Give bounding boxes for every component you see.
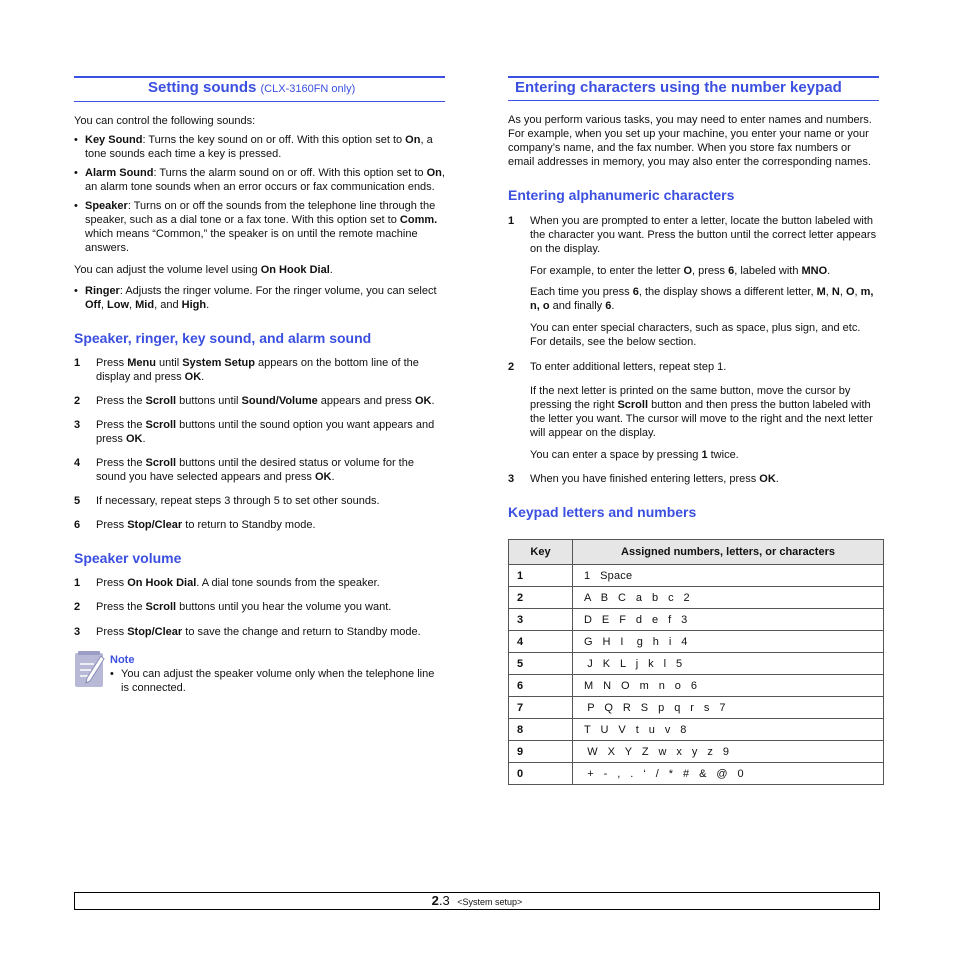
chars-cell: T U V t u v 8	[573, 719, 884, 741]
list-item: • Key Sound: Turns the key sound on or off. With this option set to On, a tone sounds each time a key is pressed.	[74, 133, 445, 161]
key-cell: 2	[509, 587, 573, 609]
key-cell: 1	[509, 565, 573, 587]
column-header-assigned: Assigned numbers, letters, or characters	[573, 540, 884, 565]
model-note: (CLX-3160FN only)	[260, 83, 356, 95]
sound-options-list	[74, 133, 445, 255]
table-row	[509, 587, 884, 609]
table-row	[509, 741, 884, 763]
key-cell: 8	[509, 719, 573, 741]
step-item: 2 Press the Scroll buttons until you hear the volume you want.	[74, 601, 392, 613]
table-row	[509, 653, 884, 675]
step-detail: For example, to enter the letter O, press 6, labeled with MNO.	[530, 265, 831, 277]
column-header-key: Key	[509, 540, 573, 565]
key-cell: 0	[509, 763, 573, 785]
sounds-intro: You can control the following sounds:	[74, 115, 256, 127]
step-detail: You can enter a space by pressing 1 twice.	[530, 449, 739, 461]
step-detail: If the next letter is printed on the same button, move the cursor by pressing the right Scroll button and then press the button labeled with the letter you want. The cursor will move to the right and the next letter will appear on the display.	[530, 385, 873, 439]
table-row	[509, 565, 884, 587]
chars-cell: P Q R S p q r s 7	[573, 697, 884, 719]
steps-speaker-volume	[74, 576, 445, 639]
table-row	[509, 631, 884, 653]
page-number-minor: .3	[438, 893, 450, 908]
chars-cell: + - , . ‘ / * # & @ 0	[573, 763, 884, 785]
step-item: 4 Press the Scroll buttons until the desired status or volume for the sound you have selected appears and press OK.	[74, 457, 414, 483]
chars-cell: G H I g h i 4	[573, 631, 884, 653]
chars-cell: 1 Space	[573, 565, 884, 587]
step-item: 1 Press On Hook Dial. A dial tone sounds from the speaker.	[74, 577, 380, 589]
step-item: 2 To enter additional letters, repeat step 1.	[508, 361, 727, 373]
note-pencil-icon	[74, 650, 105, 688]
page-number-major: 2	[431, 893, 439, 908]
table-row	[509, 719, 884, 741]
note-title: Note	[110, 654, 135, 666]
steps-speaker-ringer	[74, 356, 445, 532]
keypad-table	[508, 539, 884, 785]
table-row	[509, 763, 884, 785]
step-item: 1 Press Menu until System Setup appears on the bottom line of the display and press OK.	[74, 357, 419, 383]
key-cell: 6	[509, 675, 573, 697]
key-cell: 3	[509, 609, 573, 631]
list-item: • Alarm Sound: Turns the alarm sound on or off. With this option set to On, an alarm tone sounds when an error occurs or fax communication ends.	[74, 166, 445, 194]
step-detail: Each time you press 6, the display shows a different letter, M, N, O, m, n, o and finally 6.	[530, 286, 874, 312]
table-row	[509, 675, 884, 697]
step-item: 5 If necessary, repeat steps 3 through 5 to set other sounds.	[74, 495, 380, 507]
list-item: • Speaker: Turns on or off the sounds from the telephone line through the speaker, such as a dial tone or a fax tone. With this option set to Comm. which means “Common,” the speaker is on until the remote machine answers.	[74, 199, 445, 255]
heading-speaker-ringer: Speaker, ringer, key sound, and alarm sound	[74, 330, 372, 346]
entering-intro: As you perform various tasks, you may need to enter names and numbers. For example, when you set up your machine, you enter your name or your company’s name, and the fax number. When you store fax numbers or email addresses in memory, you may also enter the corresponding names.	[508, 114, 872, 168]
step-item: 1 When you are prompted to enter a letter, locate the button labeled with the character you want. Press the button until the correct letter appears on the display.	[508, 215, 877, 255]
note-list	[110, 667, 445, 695]
step-item: 6 Press Stop/Clear to return to Standby mode.	[74, 519, 316, 531]
table-row	[509, 609, 884, 631]
chars-cell: D E F d e f 3	[573, 609, 884, 631]
key-cell: 7	[509, 697, 573, 719]
heading-speaker-volume: Speaker volume	[74, 550, 182, 566]
heading-setting-sounds: Setting sounds (CLX-3160FN only)	[74, 76, 445, 102]
heading-entering-characters: Entering characters using the number keypad	[508, 76, 879, 101]
chars-cell: A B C a b c 2	[573, 587, 884, 609]
key-cell: 9	[509, 741, 573, 763]
table-header-row	[509, 540, 884, 565]
step-detail: You can enter special characters, such as space, plus sign, and etc. For details, see the below section.	[530, 322, 861, 348]
right-column	[508, 76, 879, 521]
step-item: 2 Press the Scroll buttons until Sound/Volume appears and press OK.	[74, 395, 435, 407]
ringer-list	[74, 284, 445, 312]
page-footer	[74, 892, 880, 910]
heading-alphanumeric: Entering alphanumeric characters	[508, 187, 735, 203]
key-cell: 5	[509, 653, 573, 675]
step-item: 3 When you have finished entering letters, press OK.	[508, 473, 779, 485]
key-cell: 4	[509, 631, 573, 653]
chars-cell: J K L j k l 5	[573, 653, 884, 675]
heading-keypad: Keypad letters and numbers	[508, 504, 697, 520]
step-item: 3 Press Stop/Clear to save the change and return to Standby mode.	[74, 626, 421, 638]
list-item: • Ringer: Adjusts the ringer volume. For the ringer volume, you can select Off, Low, Mid, and High.	[74, 284, 445, 312]
step-item: 3 Press the Scroll buttons until the sound option you want appears and press OK.	[74, 419, 435, 445]
section-label: <System setup>	[457, 897, 523, 907]
chars-cell: M N O m n o 6	[573, 675, 884, 697]
note-box	[74, 653, 445, 695]
left-column	[74, 76, 445, 695]
volume-intro: You can adjust the volume level using On Hook Dial.	[74, 264, 333, 276]
chars-cell: W X Y Z w x y z 9	[573, 741, 884, 763]
list-item: • You can adjust the speaker volume only when the telephone line is connected.	[110, 667, 445, 695]
table-row	[509, 697, 884, 719]
